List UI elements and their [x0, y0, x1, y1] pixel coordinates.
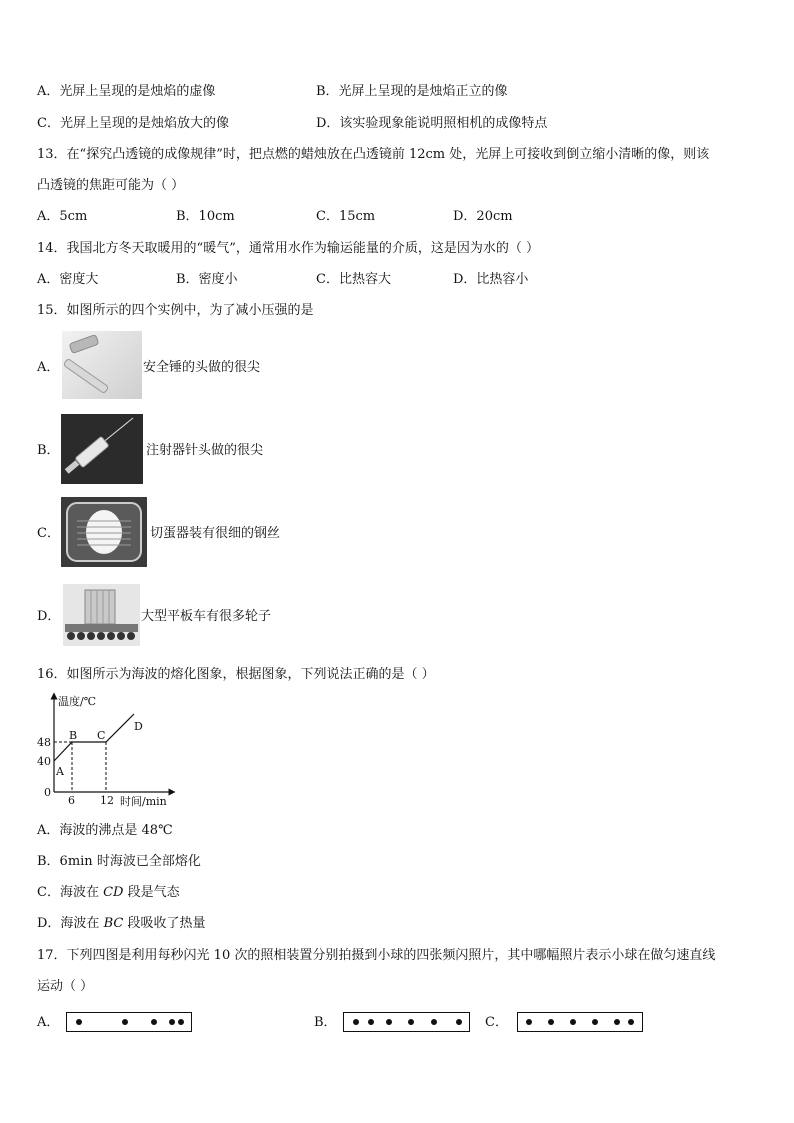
q14-option-c: C．比热容大 [316, 272, 391, 287]
q15-option-d-letter: D． [37, 609, 61, 624]
melting-graph [34, 692, 184, 810]
q15-option-c-letter: C． [37, 526, 60, 541]
syringe-image [61, 414, 143, 484]
ball-dot [628, 1019, 634, 1025]
q12-option-d: D．该实验现象能说明照相机的成像特点 [316, 116, 548, 131]
ball-dot [76, 1019, 82, 1025]
y-tick-48: 48 [37, 736, 51, 749]
q17-photo-b [343, 1012, 470, 1032]
q16-stem: 16．如图所示为海波的熔化图象，根据图象，下列说法正确的是（ ） [37, 667, 435, 682]
q12-option-b: B．光屏上呈现的是烛焰正立的像 [316, 84, 508, 99]
ball-dot [169, 1019, 175, 1025]
ball-dot [526, 1019, 532, 1025]
q12-option-c: C．光屏上呈现的是烛焰放大的像 [37, 116, 229, 131]
q17-photo-c [517, 1012, 643, 1032]
q16-option-d [37, 916, 205, 932]
q13-option-d: D．20cm [453, 209, 513, 224]
q15-option-a-text: 安全锤的头做的很尖 [143, 360, 261, 375]
x-tick-12: 12 [100, 794, 114, 807]
q13-option-a: A．5cm [37, 209, 88, 224]
q14-stem: 14．我国北方冬天取暖用的“暖气”，通常用水作为输运能量的介质，这是因为水的（ ） [37, 241, 539, 256]
q15-option-a-letter: A． [37, 360, 60, 375]
ball-dot [122, 1019, 128, 1025]
melting-curve [54, 714, 134, 761]
x-tick-6: 6 [68, 794, 75, 807]
q15-stem: 15．如图所示的四个实例中，为了减小压强的是 [37, 303, 314, 318]
point-c-label: C [97, 729, 106, 742]
flatbed-truck-image [63, 584, 140, 646]
q14-option-a: A．密度大 [37, 272, 99, 287]
ball-dot [456, 1019, 462, 1025]
ball-dot [368, 1019, 374, 1025]
q17-option-b-letter: B． [314, 1015, 337, 1030]
ball-dot [570, 1019, 576, 1025]
graph-y-label: 温度/℃ [58, 695, 97, 708]
q13-option-b: B．10cm [176, 209, 235, 224]
q14-option-d: D．比热容小 [453, 272, 529, 287]
q16-option-c [37, 885, 180, 901]
point-a-label: A [56, 765, 64, 778]
ball-dot [151, 1019, 157, 1025]
q16-option-c-post: 段是气态 [123, 885, 180, 900]
q16-option-a: A．海波的沸点是 48℃ [37, 823, 173, 838]
q16-option-b: B．6min 时海波已全部熔化 [37, 854, 201, 869]
y-tick-0: 0 [44, 786, 51, 799]
ball-dot [548, 1019, 554, 1025]
point-b-label: B [69, 729, 78, 742]
q17-stem-line1: 17．下列四图是利用每秒闪光 10 次的照相装置分别拍摄到小球的四张频闪照片，其中哪幅照片表示小球在做匀速直线 [37, 948, 716, 963]
q17-option-c-letter: C． [485, 1015, 508, 1030]
ball-dot [431, 1019, 437, 1025]
graph-x-label: 时间/min [120, 795, 167, 808]
q16-option-c-pre: C．海波在 [37, 885, 104, 900]
q17-photo-a [66, 1012, 192, 1032]
point-d-label: D [134, 720, 143, 733]
q13-stem-line2: 凸透镜的焦距可能为（ ） [37, 178, 185, 193]
q14-option-b: B．密度小 [176, 272, 238, 287]
ball-dot [386, 1019, 392, 1025]
q16-option-d-pre: D．海波在 [37, 916, 104, 931]
q15-option-b-letter: B． [37, 443, 60, 458]
q15-option-b-text: 注射器针头做的很尖 [146, 443, 264, 458]
ball-dot [408, 1019, 414, 1025]
q16-option-d-post: 段吸收了热量 [123, 916, 206, 931]
q13-stem-line1: 13．在“探究凸透镜的成像规律”时，把点燃的蜡烛放在凸透镜前 12cm 处，光屏上可接收到倒立缩小清晰的像，则该 [37, 147, 710, 162]
q15-option-d-text: 大型平板车有很多轮子 [141, 609, 272, 624]
ball-dot [592, 1019, 598, 1025]
ball-dot [614, 1019, 620, 1025]
q15-option-c-text: 切蛋器装有很细的钢丝 [150, 526, 281, 541]
y-tick-40: 40 [37, 755, 51, 768]
q16-option-c-segment: CD [103, 885, 124, 900]
q17-stem-line2: 运动（ ） [37, 979, 94, 994]
q12-option-a: A．光屏上呈现的是烛焰的虚像 [37, 84, 216, 99]
safety-hammer-image [62, 331, 142, 399]
q13-option-c: C．15cm [316, 209, 376, 224]
ball-dot [353, 1019, 359, 1025]
q16-option-d-segment: BC [103, 916, 124, 931]
egg-slicer-image [61, 497, 147, 567]
ball-dot [178, 1019, 184, 1025]
q17-option-a-letter: A． [37, 1015, 60, 1030]
